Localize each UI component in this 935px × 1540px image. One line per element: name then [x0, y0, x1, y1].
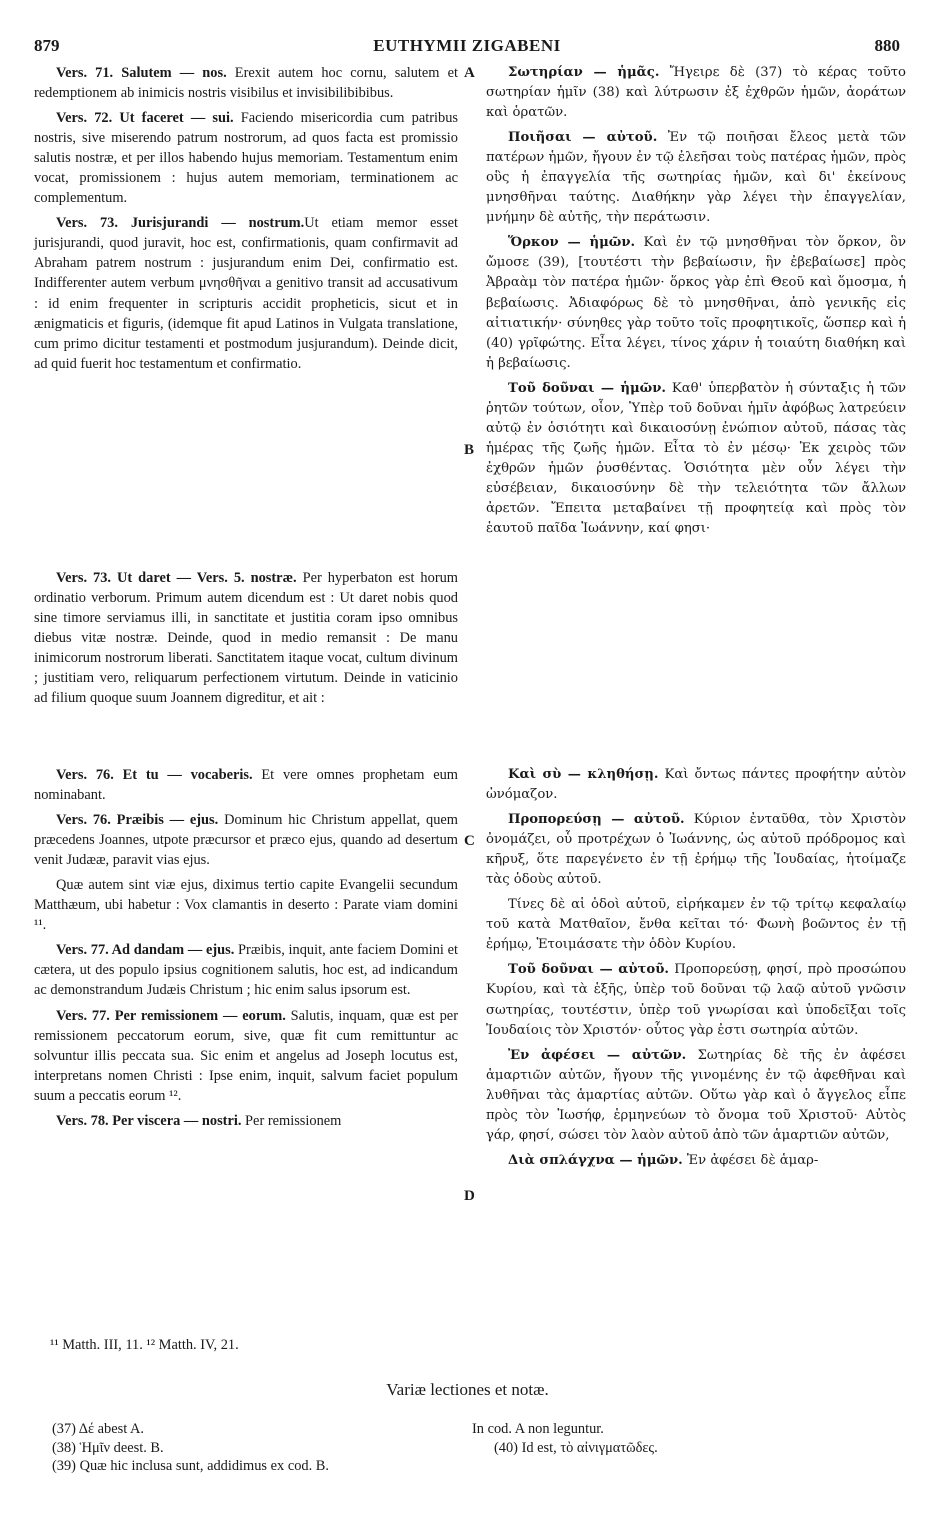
footnotes: ¹¹ Matth. III, 11. ¹² Matth. IV, 21. [50, 1337, 239, 1353]
greek-paragraph [486, 960, 906, 1040]
greek-paragraph [486, 765, 906, 805]
greek-paragraph [486, 1046, 906, 1146]
latin-lemma: Vers. 78. Per viscera — nostri. [56, 1112, 242, 1129]
latin-lemma: Vers. 77. Per remissionem — eorum. [56, 1007, 286, 1024]
running-title: EUTHYMII ZIGABENI [373, 36, 561, 55]
latin-paragraph [34, 568, 458, 708]
latin-lemma: Vers. 77. Ad dandam — ejus. [56, 942, 235, 959]
greek-text: Ἐν τῷ ποιῆσαι ἔλεος μετὰ τῶν πατέρων ἡμῶν, ἤγουν ἐν τῷ ἐλεῆσαι τοὺς πατέρας ἡμῶν, πρὸς οὓς ἡ ἐπαγγελία τῆς σωτηρίας ἡμῶν, καὶ δι' ἐκείνους μνησθῆναι ταύτης. Διαθήκην γὰρ λέγει τὴν ἐπαγγελίαν, μνήμην δὲ αὐτῆς, τὴν περάτωσιν. [486, 130, 906, 226]
variant-note: (40) Id est, τὸ αἰνιγματῶδες. [494, 1439, 658, 1456]
latin-text: Et vere omnes prophetam eum nominabant. [34, 767, 458, 804]
greek-lemma: Ὅρκον — ἡμῶν. [508, 235, 636, 251]
latin-text: Per remissionem [241, 1112, 342, 1129]
margin-marker-d: D [464, 1188, 475, 1204]
greek-paragraph [486, 1151, 906, 1171]
greek-lemma: Σωτηρίαν — ἡμᾶς. [508, 65, 660, 80]
latin-column-lower [34, 765, 458, 1136]
greek-text: Κύριον ἐνταῦθα, τὸν Χριστὸν ὀνομάζει, οὗ προτρέχων ὁ Ἰωάννης, ὡς αὐτοῦ πρόδρομος καὶ κῆρυξ, ὅτε παρεγένετο ἐν τῇ ἐρήμῳ τῆς Ἰουδαίας, ἡτοίμαζε τὰς ὁδοὺς αὐτοῦ. [486, 812, 907, 888]
page-number-right: 880 [874, 36, 900, 55]
latin-lemma: Vers. 71. Salutem — nos. [56, 65, 227, 81]
latin-lemma: Vers. 72. Ut faceret — sui. [56, 110, 234, 127]
latin-text: Dominum hic Christum appellat, quem præcedens Joannes, utpote præcursor et præco ejus, quando ad desertum venit Judææ, paravit vias ejus. [34, 812, 458, 869]
margin-marker-b: B [464, 442, 475, 458]
latin-paragraph [34, 1006, 458, 1106]
page-number-left: 879 [34, 36, 60, 55]
variant-note: (39) Quæ hic inclusa sunt, addidimus ex cod. B. [52, 1458, 329, 1474]
margin-marker-a: A [464, 65, 475, 81]
greek-text: Καὶ ὄντως πάντες προφήτην αὐτὸν ὠνόμαζον. [486, 767, 906, 803]
variae-right [472, 1420, 892, 1457]
variae-left [52, 1420, 462, 1476]
margin-marker-c: C [464, 833, 475, 849]
greek-paragraph [486, 63, 906, 123]
latin-paragraph [34, 63, 458, 103]
greek-text: Προπορεύσῃ, φησί, πρὸ προσώπου Κυρίου, καὶ τὰ ἑξῆς, ὑπὲρ τοῦ δοῦναι τῷ λαῷ αὐτοῦ γνῶσιν σωτηρίας, τουτέστιν, ὑπὲρ τοῦ γνωρίσαι καὶ ὑποδεῖξαι τοῖς Ἰουδαίοις τὸν Χριστόν· οὗτος γὰρ ἐστι σωτηρία αὐτῶν. [486, 962, 906, 1038]
variant-note: (38) Ἡμῖν deest. B. [52, 1439, 164, 1456]
page-header [34, 36, 900, 58]
greek-paragraph [486, 379, 906, 539]
greek-lemma: Τοῦ δοῦναι — αὐτοῦ. [508, 962, 669, 978]
greek-column [486, 63, 906, 544]
latin-text: Faciendo misericordia cum patribus nostris, sive miserendo patrum nostrorum, ad quos facta est promissio salutis nostræ, et per illos habendo hujus memoriam. Testamentum enim vocat, promissionem : hujus autem memoriam, terminationem ac complementum. [34, 110, 458, 207]
greek-text: Καθ' ὑπερβατὸν ἡ σύνταξις ἡ τῶν ῥητῶν τούτων, οἷον, Ὑπὲρ τοῦ δοῦναι ἡμῖν ἀφόβως λατρεύειν αὐτῷ ἐν ὁσιότητι καὶ δικαιοσύνῃ ἐνώπιον αὐτοῦ, πάσας τὰς ἡμέρας τῆς ζωῆς ἡμῶν. Εἶτα τὸ ἐν μέσῳ· Ἐκ χειρὸς τῶν ἐχθρῶν ἡμῶν ῥυσθέντας. Ὁσιότητα μὲν οὖν λέγει τὴν εὐσέβειαν, δικαιοσύνην δὲ τὴν τελειότητα τῶν ἄλλων ἀρετῶν. Ἔπειτα μεταβαίνει τῇ προφητείᾳ καὶ πρὸς τὸν ἑαυτοῦ παῖδα Ἰωάννην, καί φησι· [486, 380, 906, 537]
greek-lemma: Τοῦ δοῦναι — ἡμῶν. [508, 380, 666, 396]
latin-text: Quæ autem sint viæ ejus, diximus tertio capite Evangelii secundum Matthæum, ubi habetur : Vox clamantis in deserto : Parate viam domini ¹¹. [34, 877, 458, 934]
variae-title: Variæ lectiones et notæ. [386, 1380, 549, 1399]
greek-paragraph [486, 810, 906, 890]
latin-text: Præibis, inquit, ante faciem Domini et cætera, ut des populo ipsius cognitionem salutis, hoc est, ad indicandum ac demonstrandum Judæis Christum ; hic enim salus ipsorum est. [34, 942, 458, 999]
latin-text: Ut etiam memor esset jurisjurandi, quod juravit, hoc est, confirmationis, quam confirmavit ad Abraham patrem nostrum : jusjurandum enim Dei, confirmatio est. Indifferenter autem verbum μνησθῆναι a genitivo transit ad accusativum : id enim frequenter in scripturis accidit propheticis, sicut et in ænigmaticis et figuris, (idemque fit apud Latinos in Vulgata translatione, cum primo dicitur testamenti et postmodum jusjurandum). Deinde dicit, ad quid fuerit hoc testamentum et confirmatio. [34, 215, 458, 372]
latin-paragraph [34, 108, 458, 208]
latin-paragraph [34, 765, 458, 805]
latin-column-lower-a [34, 568, 458, 708]
latin-text: Erexit autem hoc cornu, salutem et redemptionem ab inimicis nostris visibilus et invisibilibibibus. [34, 65, 458, 102]
greek-text: Ἐν ἀφέσει δὲ ἁμαρ- [682, 1152, 819, 1168]
greek-text: Ἤγειρε δὲ (37) τὸ κέρας τοῦτο σωτηρίαν ἡμῖν (38) καὶ λύτρωσιν ἐξ ἐχθρῶν ἡμῶν, ἀοράτων καὶ ὁρατῶν. [486, 65, 906, 121]
latin-lemma: Vers. 76. Et tu — vocaberis. [56, 767, 253, 783]
latin-paragraph [34, 875, 458, 935]
greek-paragraph [486, 128, 906, 228]
greek-paragraph [486, 895, 906, 955]
greek-lemma: Καὶ σὺ — κληθήσῃ. [508, 767, 659, 782]
variant-note: (37) Δέ abest A. [52, 1421, 145, 1437]
latin-paragraph [34, 213, 458, 373]
greek-text: Καὶ ἐν τῷ μνησθῆναι τὸν ὅρκον, ὃν ὤμοσε (39), [τουτέστι τὴν βεβαίωσιν, ἣν ἐβεβαίωσε] πρὸς Ἀβραὰμ τὸν πατέρα ἡμῶν· ὅρκος γὰρ ἐπὶ Θεοῦ καὶ ὅμοσμα, ἡ βεβαίωσις. Ἀδιαφόρως δὲ τὸ μνησθῆναι, ἀπὸ γενικῆς εἰς αἰτιατικήν· σύνηθες γὰρ τοῦτο τοῖς προφητικοῖς, ὥσπερ καὶ ἡ (40) γρῖφώτης. Εἶτα λέγει, τίνος χάριν ἡ τοιαύτη διαθήκη καὶ ἡ βεβαίωσις. [486, 235, 906, 371]
greek-paragraph [486, 233, 906, 373]
greek-lemma: Ἐν ἀφέσει — αὐτῶν. [508, 1047, 687, 1063]
greek-text: Σωτηρίας δὲ τῆς ἐν ἀφέσει ἁμαρτιῶν αὐτῶν, ἤγουν τῆς γινομένης ἐν τῷ ἀφεθῆναι καὶ λυθῆναι τὰς ἁμαρτίας αὐτῶν. Οὕτω γὰρ καὶ ὁ ἄγγελος εἶπε πρὸς τὸν Ἰωσήφ, ἑρμηνεύων τὸ ὄνομα τοῦ Χριστοῦ· Αὐτὸς γάρ, φησί, σώσει τὸν λαὸν αὐτοῦ ἀπὸ τῶν ἁμαρτιῶν αὐτῶν, [486, 1047, 906, 1143]
latin-lemma: Vers. 73. Jurisjurandi — nostrum. [56, 215, 305, 232]
latin-lemma: Vers. 76. Præibis — ejus. [56, 812, 219, 829]
variant-note: In cod. A non leguntur. [472, 1421, 604, 1437]
greek-column-lower [486, 765, 906, 1176]
latin-lemma: Vers. 73. Ut daret — Vers. 5. nostræ. [56, 570, 297, 586]
latin-paragraph [34, 810, 458, 870]
latin-column [34, 63, 458, 379]
greek-lemma: Διὰ σπλάγχνα — ἡμῶν. [508, 1152, 683, 1168]
latin-paragraph [34, 940, 458, 1000]
greek-text: Τίνες δὲ αἱ ὁδοὶ αὐτοῦ, εἰρήκαμεν ἐν τῷ τρίτῳ κεφαλαίῳ τοῦ κατὰ Ματθαῖον, ἔνθα κεῖται τό· Φωνὴ βοῶντος ἐν τῇ ἐρήμῳ, Ἑτοιμάσατε τὴν ὁδὸν Κυρίου. [486, 897, 906, 953]
latin-paragraph [34, 1111, 458, 1131]
latin-text: Per hyperbaton est horum ordinatio verborum. Primum autem dicendum est : Ut daret nobis quod sine timore serviamus illi, in sanctitate et justitia coram ipso omnibus diebus vitæ nostræ. Deinde, quod in medio remansit : De manu inimicorum nostrorum liberati. Sanctitatem itaque vocat, cultum divinum ; justitiam vero, reliquarum perfectionem virtutum. Deinde in vaticinio ad filium quoque suum Joannem digreditur, et ait : [34, 570, 459, 707]
greek-lemma: Ποιῆσαι — αὐτοῦ. [508, 130, 658, 146]
latin-text: Salutis, inquam, quæ est per remissionem peccatorum eorum, sive, quæ fit cum remittuntur ac solvuntur illis peccata sua. Sic enim et angelus ad Joseph locutus est, interpretans nomen Christi : Ipse enim, inquit, salvum faciet populum suum a peccatis eorum ¹². [34, 1007, 458, 1104]
greek-lemma: Προπορεύσῃ — αὐτοῦ. [508, 812, 685, 828]
